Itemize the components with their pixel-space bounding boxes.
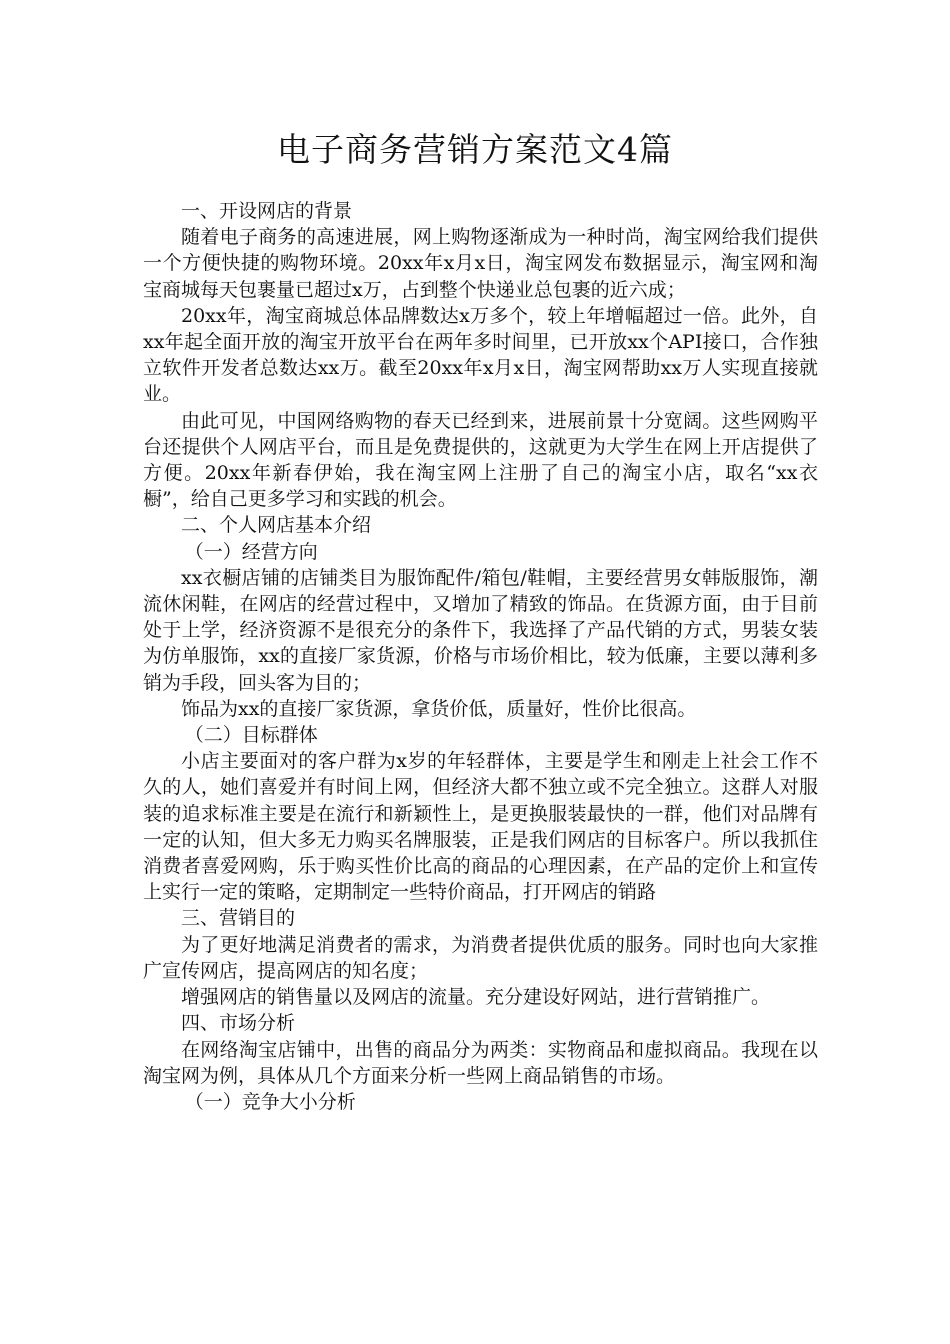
paragraph: 饰品为xx的直接厂家货源，拿货价低，质量好，性价比很高。 — [181, 697, 697, 720]
paragraph: xx衣橱店铺的店铺类目为服饰配件/箱包/鞋帽，主要经营男女韩版服饰，潮流休闲鞋，在网店的经营过程中，又增加了精致的饰品。在货源方面，由于目前处于上学，经济资源不是很充分的条件下，我选择了产品代销的方式，男装女装为仿单服饰，xx的直接厂家货源，价格与市场价相比，较为低廉，主要以薄利多销为手段，回头客为目的； — [143, 566, 818, 694]
section-heading: 三、营销目的 — [181, 907, 296, 930]
section-heading: 一、开设网店的背景 — [181, 200, 353, 222]
document-title: 电子商务营销方案范文4篇 — [277, 130, 673, 169]
subsection-heading: （一）经营方向 — [184, 540, 318, 563]
paragraph: 小店主要面对的客户群为x岁的年轻群体，主要是学生和刚走上社会工作不久的人，她们喜爱并有时间上网，但经济大都不独立或不完全独立。这群人对服装的追求标准主要是在流行和新颖性上，是更换服装最快的一群，他们对品牌有一定的认知，但大多无力购买名牌服装，正是我们网店的目标客户。所以我抓住消费者喜爱网购，乐于购买性价比高的商品的心理因素，在产品的定价上和宣传上实行一定的策略，定期制定一些特价商品，打开网店的销路 — [143, 750, 818, 904]
paragraph: 随着电子商务的高速进展，网上购物逐渐成为一种时尚，淘宝网给我们提供一个方便快捷的购物环境。20xx年x月x日，淘宝网发布数据显示，淘宝网和淘宝商城每天包裹量已超过x万，占到整个快递业总包裹的近六成； — [143, 226, 818, 301]
paragraph: 为了更好地满足消费者的需求，为消费者提供优质的服务。同时也向大家推广宣传网店，提高网店的知名度； — [143, 933, 818, 982]
section-heading: 二、个人网店基本介绍 — [181, 514, 372, 537]
paragraph: 20xx年，淘宝商城总体品牌数达x万多个，较上年增幅超过一倍。此外，自xx年起全面开放的淘宝开放平台在两年多时间里，已开放xx个API接口，合作独立软件开发者总数达xx万。截至20xx年x月x日，淘宝网帮助xx万人实现直接就业。 — [143, 304, 818, 406]
paragraph: 由此可见，中国网络购物的春天已经到来，进展前景十分宽阔。这些网购平台还提供个人网店平台，而且是免费提供的，这就更为大学生在网上开店提供了方便。20xx年新春伊始，我在淘宝网上注册了自己的淘宝小店，取名“xx衣橱”，给自己更多学习和实践的机会。 — [143, 409, 818, 511]
subsection-heading: （二）目标群体 — [184, 724, 318, 747]
section-heading: 四、市场分析 — [181, 1012, 296, 1035]
paragraph: 在网络淘宝店铺中，出售的商品分为两类：实物商品和虚拟商品。我现在以淘宝网为例，具体从几个方面来分析一些网上商品销售的市场。 — [143, 1038, 818, 1087]
paragraph: 增强网店的销售量以及网店的流量。充分建设好网站，进行营销推广。 — [181, 986, 771, 1009]
document-body — [143, 198, 818, 1115]
subsection-heading: （一）竞争大小分析 — [184, 1090, 356, 1113]
